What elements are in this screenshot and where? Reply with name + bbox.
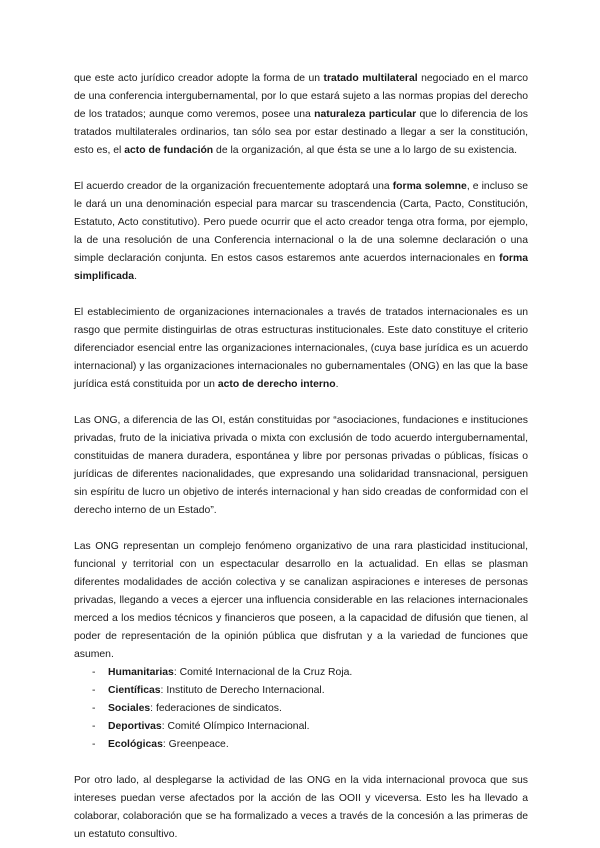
bold-term: forma simplificada (74, 253, 528, 282)
list-dash: - (92, 667, 96, 678)
list-dash: - (92, 739, 96, 750)
category-example: : Comité Internacional de la Cruz Roja. (173, 667, 353, 678)
list-dash: - (92, 721, 96, 732)
list-item (92, 664, 528, 682)
list-item (92, 700, 528, 718)
category-label: Humanitarias (108, 667, 174, 678)
paragraph-p3 (74, 304, 528, 394)
text-segment: El establecimiento de organizaciones internacionales a través de tratados internacionales es un rasgo que permite distinguirlas de otras estructuras institucionales. Este dato constituye el criterio diferenciador esencial entre las organizaciones internacionales, (cuya base jurídica es un acuerdo internacional) y las organizaciones internacionales no gubernamentales (ONG) en las que la base jurídica está constituida por un (74, 307, 528, 390)
category-label: Científicas (108, 685, 161, 696)
text-segment: que lo diferencia de los tratados multilaterales ordinarios, tan sólo sea por estar destinado a llegar a ser la constitución, esto es, el (74, 109, 528, 156)
text-segment: negociado en el marco de una conferencia intergubernamental, por lo que estará sujeto a las normas propias del derecho de los tratados; aunque como veremos, posee una (74, 73, 528, 120)
text-segment: . (335, 379, 339, 390)
text-segment: de la organización, al que ésta se une a lo largo de su existencia. (213, 145, 517, 156)
paragraph-p6 (74, 772, 528, 844)
category-example: : Greenpeace. (162, 739, 229, 750)
text-segment: Las ONG representan un complejo fenómeno organizativo de una rara plasticidad institucional, funcional y territorial con un espectacular desarrollo en la actualidad. En ellas se plasman diferentes modalidades de acción colectiva y se canalizan aspiraciones e intereses de personas privadas, llegando a veces a ejercer una influencia considerable en las relaciones internacionales merced a los medios técnicos y financieros que poseen, a la capacidad de difusión que tienen, al poder de representación de la opinión pública que disfrutan y a la variedad de funciones que asumen. (74, 541, 528, 660)
paragraph-p1 (74, 70, 528, 160)
text-segment: , e incluso se le dará un una denominación especial para marcar su trascendencia (Carta, Pacto, Constitución, Estatuto, Acto constitutivo). Pero puede ocurrir que el acto creador tenga otra forma, por ejemplo, la de una resolución de una Conferencia internacional o la de una solemne declaración o una simple declaración conjunta. En estos casos estaremos ante acuerdos internacionales en (74, 181, 528, 264)
paragraph-p2 (74, 178, 528, 286)
category-label: Sociales (108, 703, 151, 714)
bold-term: naturaleza particular (314, 109, 417, 120)
text-segment: El acuerdo creador de la organización frecuentemente adoptará una (74, 181, 393, 192)
text-segment: Las ONG, a diferencia de las OI, están constituidas por “asociaciones, fundaciones e instituciones privadas, fruto de la iniciativa privada o mixta con exclusión de todo acuerdo intergubernamental, constituidas de manera duradera, espontánea y libre por personas privadas o públicas, físicas o jurídicas de diferentes nacionalidades, que expresando una solidaridad transnacional, persiguen sin espíritu de lucro un objetivo de interés internacional y han sido creadas de conformidad con el derecho interno de un Estado”. (74, 415, 528, 516)
ngo-category-list (74, 664, 528, 754)
paragraph-p5 (74, 538, 528, 664)
category-example: : Comité Olímpico Internacional. (161, 721, 310, 732)
text-segment: Por otro lado, al desplegarse la actividad de las ONG en la vida internacional provoca que sus intereses puedan verse afectados por la acción de las OOII y viceversa. Esto les ha llevado a colaborar, colaboración que se ha formalizado a veces a través de la concesión a las primeras de un estatuto consultivo. (74, 775, 528, 840)
category-example: : federaciones de sindicatos. (150, 703, 282, 714)
bold-term: acto de fundación (124, 145, 214, 156)
bold-term: tratado multilateral (323, 73, 418, 84)
closing-paragraph-container (74, 772, 528, 844)
list-item (92, 718, 528, 736)
category-example: : Instituto de Derecho Internacional. (160, 685, 325, 696)
list-dash: - (92, 703, 96, 714)
list-item (92, 736, 528, 754)
paragraph-p4 (74, 412, 528, 520)
text-segment: que este acto jurídico creador adopte la forma de un (74, 73, 324, 84)
bold-term: forma solemne (392, 181, 467, 192)
bold-term: acto de derecho interno (217, 379, 336, 390)
list-item (92, 682, 528, 700)
body-paragraphs (74, 70, 528, 664)
category-label: Deportivas (108, 721, 162, 732)
list-dash: - (92, 685, 96, 696)
category-label: Ecológicas (108, 739, 163, 750)
text-segment: . (134, 271, 137, 282)
